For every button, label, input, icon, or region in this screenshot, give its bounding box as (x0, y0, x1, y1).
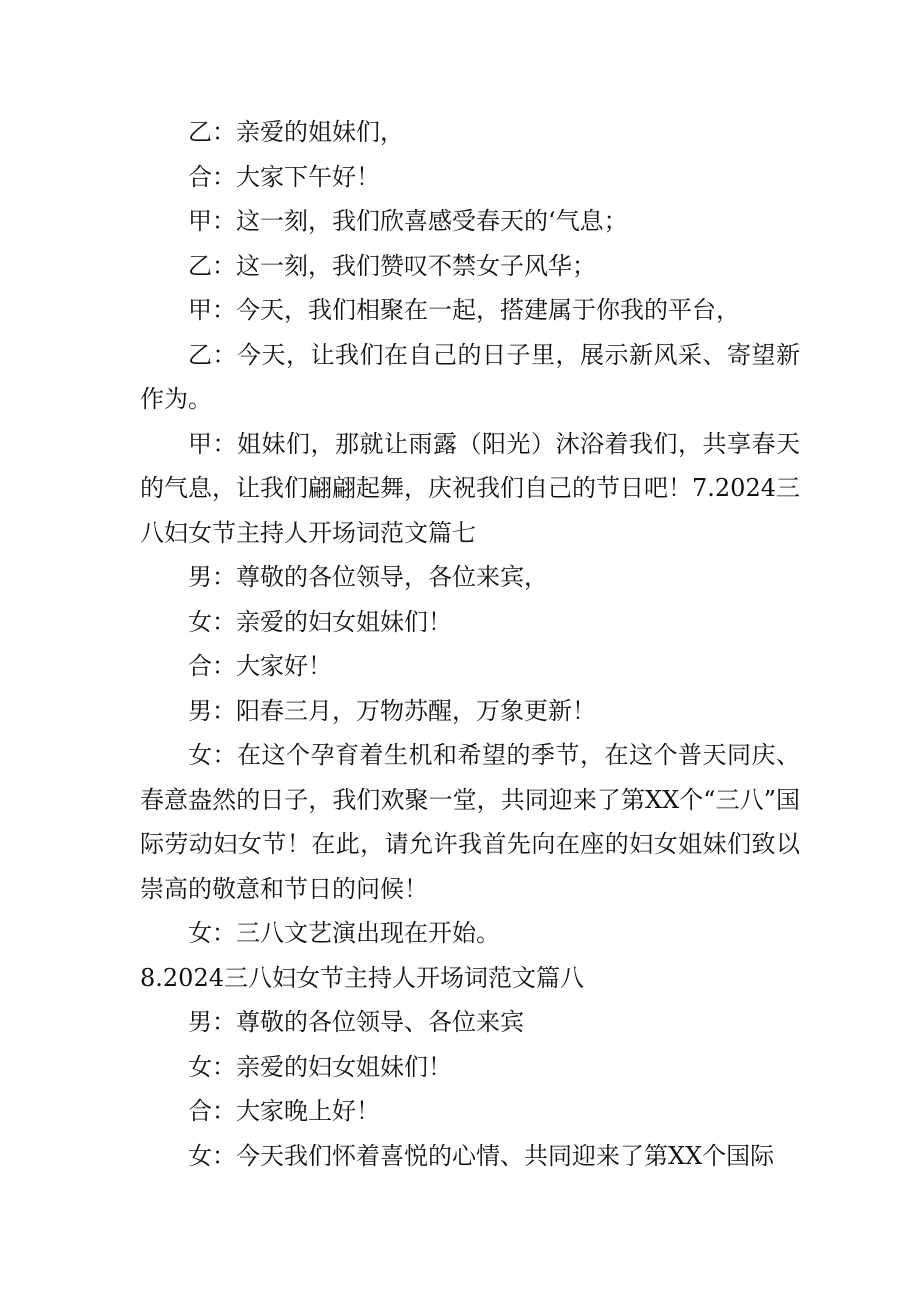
paragraph: 合：大家下午好！ (188, 162, 380, 191)
paragraph: 乙：这一刻，我们赞叹不禁女子风华； (188, 251, 596, 280)
paragraph: 合：大家晚上好！ (188, 1097, 380, 1125)
paragraph: 女：三八文艺演出现在开始。 (188, 919, 500, 947)
paragraph: 男：阳春三月，万物苏醒，万象更新！ (188, 696, 596, 725)
paragraph: 男：尊敬的各位领导，各位来宾， (188, 563, 548, 591)
document-body (140, 110, 800, 1178)
paragraph: 女：亲爱的妇女姐妹们！ (188, 1052, 452, 1081)
paragraph: 甲：姐妹们，那就让雨露（阳光）沐浴着我们，共享春天的气息，让我们翩翩起舞，庆祝我们自己的节日吧！7.2024三八妇女节主持人开场词范文篇七 (140, 429, 800, 547)
section-heading: 8.2024三八妇女节主持人开场词范文篇八 (140, 963, 584, 992)
paragraph: 合：大家好！ (188, 652, 332, 680)
paragraph: 男：尊敬的各位领导、各位来宾 (188, 1008, 524, 1036)
paragraph: 甲：今天，我们相聚在一起，搭建属于你我的平台， (188, 296, 740, 324)
paragraph: 乙：亲爱的姐妹们， (188, 118, 404, 146)
paragraph: 女：亲爱的妇女姐妹们！ (188, 607, 452, 636)
paragraph: 女：在这个孕育着生机和希望的季节，在这个普天同庆、春意盎然的日子，我们欢聚一堂，共同迎来了第XX个“三八”国际劳动妇女节！在此，请允许我首先向在座的妇女姐妹们致以崇高的敬意和节日的问候！ (140, 741, 800, 903)
paragraph: 女：今天我们怀着喜悦的心情、共同迎来了第XX个国际 (188, 1141, 775, 1170)
paragraph: 甲：这一刻，我们欣喜感受春天的‘气息； (188, 207, 628, 235)
paragraph: 乙：今天，让我们在自己的日子里，展示新风采、寄望新作为。 (140, 340, 800, 413)
